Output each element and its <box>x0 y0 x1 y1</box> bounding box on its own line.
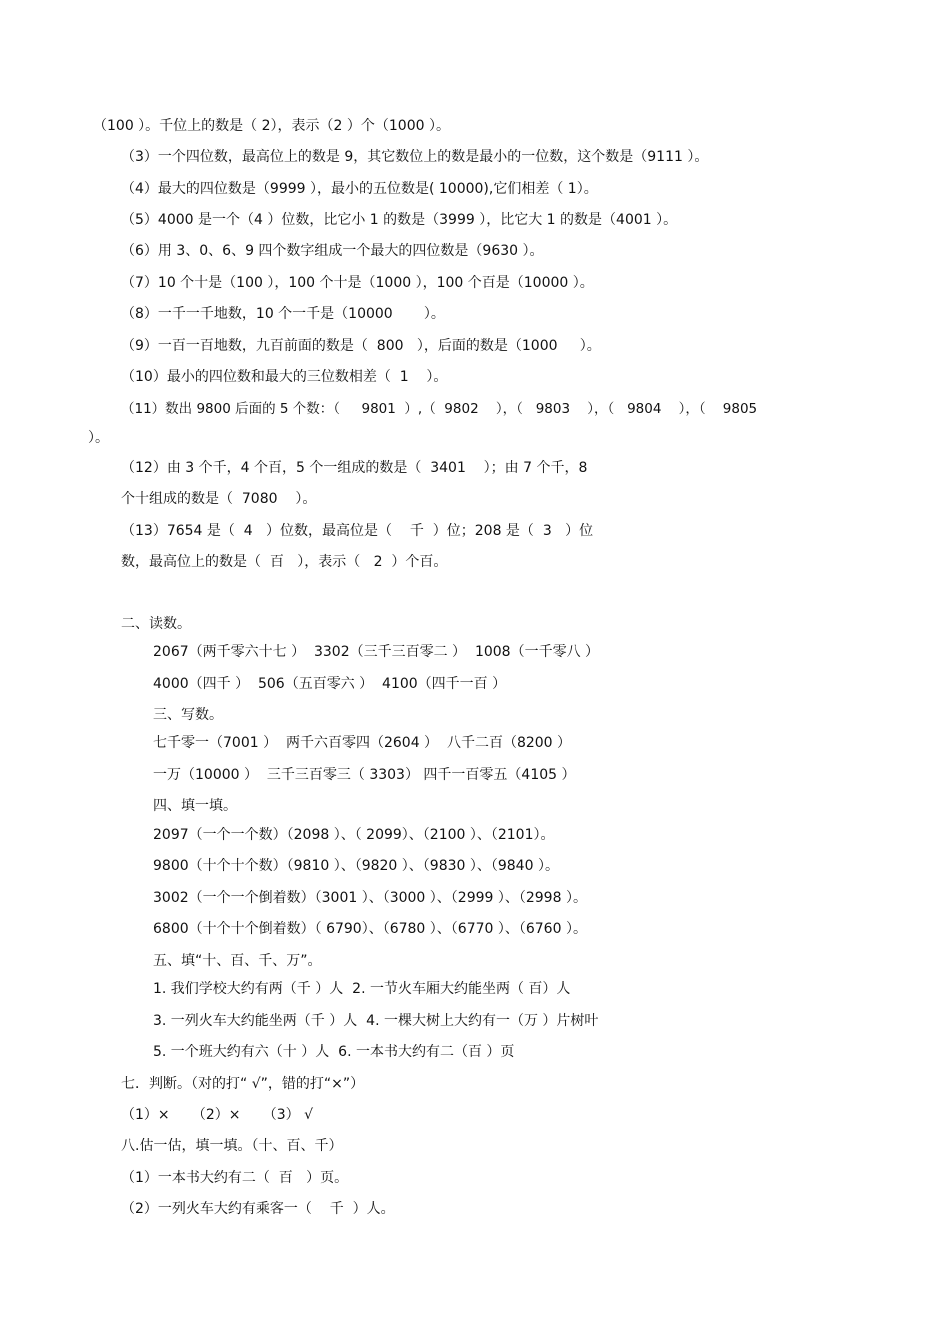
text-line: 1. 我们学校大约有两（千 ）人 2. 一节火车厢大约能坐两（ 百）人 <box>153 981 571 997</box>
section-heading: 八.估一估，填一填。（十、百、千） <box>121 1138 343 1154</box>
text-line: （8）一千一千地数，10 个一千是（10000 ）。 <box>121 306 445 322</box>
text-line: ）。 <box>88 430 109 446</box>
text-line: 5. 一个班大约有六（十 ）人 6. 一本书大约有二（百 ）页 <box>153 1044 515 1060</box>
section-heading: 五、填“十、百、千、万”。 <box>153 953 322 969</box>
text-line: （12）由 3 个千，4 个百，5 个一组成的数是（ 3401 ）；由 7 个千，8 <box>121 460 588 476</box>
text-line: 3002（一个一个倒着数）（3001 ）、（3000 ）、（2999 ）、（2998 ）。 <box>153 890 587 906</box>
text-line: 个十组成的数是（ 7080 ）。 <box>121 491 317 507</box>
text-line: 数，最高位上的数是（ 百 ），表示（ 2 ）个百。 <box>121 554 448 570</box>
section-heading: 七．判断。（对的打“ √”，错的打“×”） <box>121 1076 365 1092</box>
text-line: 2097（一个一个数）（2098 ）、（ 2099）、（2100 ）、（2101）。 <box>153 827 555 843</box>
text-line: （13）7654 是（ 4 ）位数，最高位是（ 千 ）位；208 是（ 3 ）位 <box>121 523 594 539</box>
text-line: （1）一本书大约有二（ 百 ）页。 <box>121 1170 349 1186</box>
text-line: 3. 一列火车大约能坐两（千 ）人 4. 一棵大树上大约有一（万 ）片树叶 <box>153 1013 599 1029</box>
section-heading: 二、读数。 <box>121 616 191 632</box>
text-line: （4）最大的四位数是（9999 ），最小的五位数是( 10000),它们相差（ 1）。 <box>121 181 598 197</box>
text-line: 2067（两千零六十七 ） 3302（三千三百零二 ） 1008（一千零八 ） <box>153 644 600 660</box>
text-line: （100 ）。千位上的数是（ 2），表示（2 ）个（1000 ）。 <box>93 118 450 134</box>
text-line: （9）一百一百地数，九百前面的数是（ 800 ），后面的数是（1000 ）。 <box>121 338 601 354</box>
text-line: （2）一列火车大约有乘客一（ 千 ）人。 <box>121 1201 395 1217</box>
text-line: （6）用 3、0、6、9 四个数字组成一个最大的四位数是（9630 ）。 <box>121 243 544 259</box>
text-line: （10）最小的四位数和最大的三位数相差（ 1 ）。 <box>121 369 448 385</box>
text-line: 七千零一（7001 ） 两千六百零四（2604 ） 八千二百（8200 ） <box>153 735 572 751</box>
text-line: （7）10 个十是（100 ），100 个十是（1000 ），100 个百是（10000 ）。 <box>121 275 594 291</box>
text-line: （3）一个四位数，最高位上的数是 9，其它数位上的数是最小的一位数，这个数是（9111 ）。 <box>121 149 709 165</box>
text-line: 4000（四千 ） 506（五百零六 ） 4100（四千一百 ） <box>153 676 507 692</box>
text-line: （11）数出 9800 后面的 5 个数：（ 9801 ）,（ 9802 ），（ 9803 ），（ 9804 ），（ 9805 <box>121 401 758 417</box>
text-line: 一万（10000 ） 三千三百零三（ 3303） 四千一百零五（4105 ） <box>153 767 576 783</box>
text-line: （5）4000 是一个（4 ）位数，比它小 1 的数是（3999 ），比它大 1 的数是（4001 ）。 <box>121 212 678 228</box>
text-line: （1）× （2）× （3） √ <box>121 1107 314 1123</box>
text-line: 9800（十个十个数）（9810 ）、（9820 ）、（9830 ）、（9840 ）。 <box>153 858 559 874</box>
text-line: 6800（十个十个倒着数）（ 6790）、（6780 ）、（6770 ）、（6760 ）。 <box>153 921 587 937</box>
section-heading: 三、写数。 <box>153 707 223 723</box>
section-heading: 四、填一填。 <box>153 798 237 814</box>
